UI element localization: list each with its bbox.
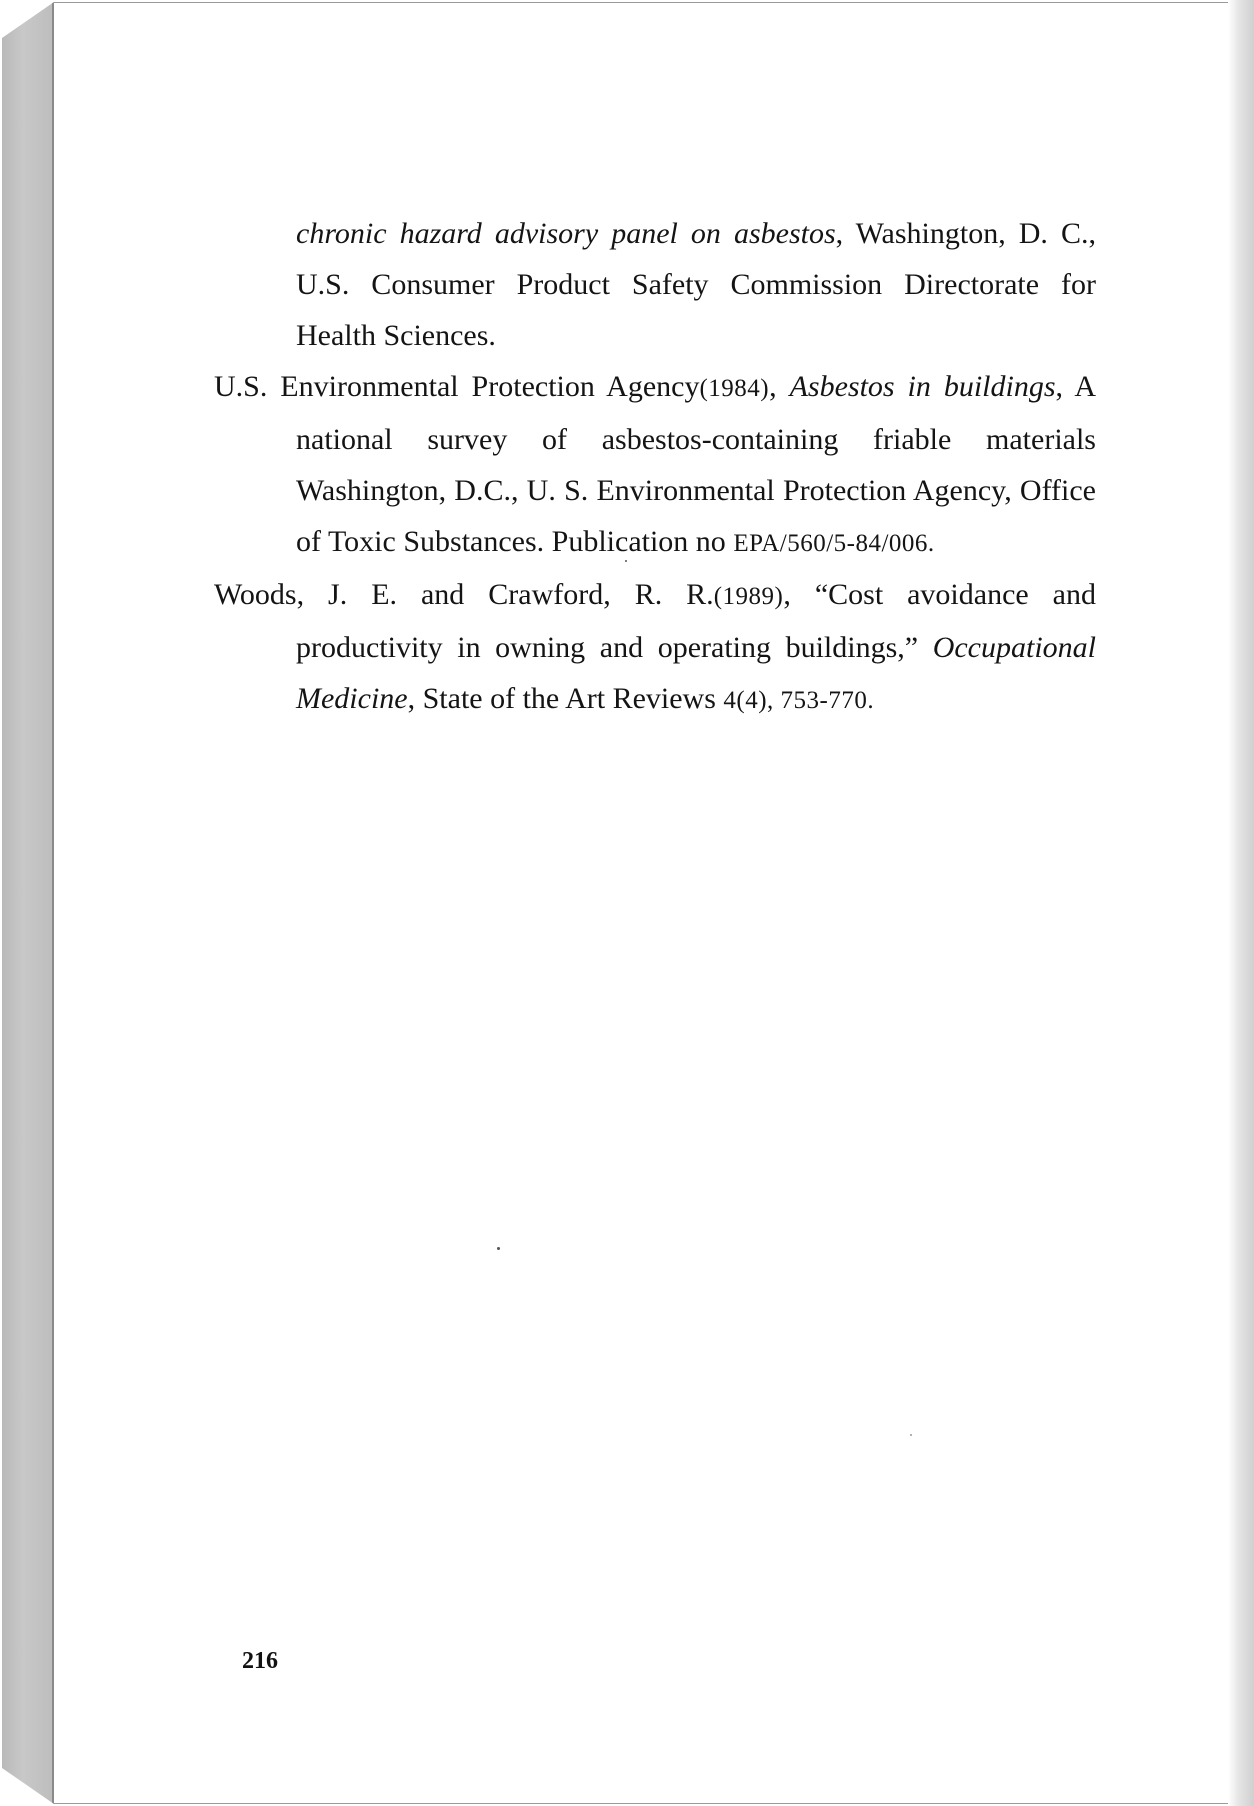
- reference-details: , Washington, D. C., U.S. Consumer Product Safety Commission Directorate for Health Sciences.: [296, 217, 1096, 352]
- reference-title: chronic hazard advisory panel on asbestos: [296, 217, 836, 250]
- page-edge-shadow: [1228, 0, 1254, 1806]
- reference-author: U.S. Environmental Protection Agency: [214, 370, 700, 403]
- reference-list: [214, 208, 1096, 726]
- scan-speck: [625, 560, 627, 562]
- reference-volume-pages: 4(4), 753-770.: [723, 687, 875, 714]
- reference-entry: [214, 569, 1096, 726]
- reference-year: (1984): [699, 375, 770, 402]
- reference-continuation: [214, 208, 1096, 361]
- scan-speck: [910, 1434, 912, 1436]
- scan-speck: [497, 1247, 500, 1250]
- reference-entry: [214, 361, 1096, 569]
- reference-title: Asbestos in buildings: [789, 370, 1056, 403]
- reference-year: (1989): [713, 583, 784, 610]
- reference-publication-code: EPA/560/5-84/006.: [733, 530, 935, 557]
- book-spine: [2, 2, 54, 1804]
- reference-details: , A national survey of asbestos-containing friable materials Washington, D.C., U. S. Environmental Protection Agency, Office of Toxic Substances. Publication no: [296, 370, 1097, 558]
- reference-separator: ,: [769, 370, 790, 403]
- reference-author: Woods, J. E. and Crawford, R. R.: [214, 578, 714, 611]
- page-number: 216: [242, 1648, 278, 1674]
- reference-details: , State of the Art Reviews: [407, 682, 724, 715]
- reference-article-title: “Cost avoidance and productivity in owning and operating buildings,”: [296, 578, 1096, 664]
- reference-title: Occupational Medicine: [296, 631, 1096, 715]
- reference-separator: ,: [783, 578, 815, 611]
